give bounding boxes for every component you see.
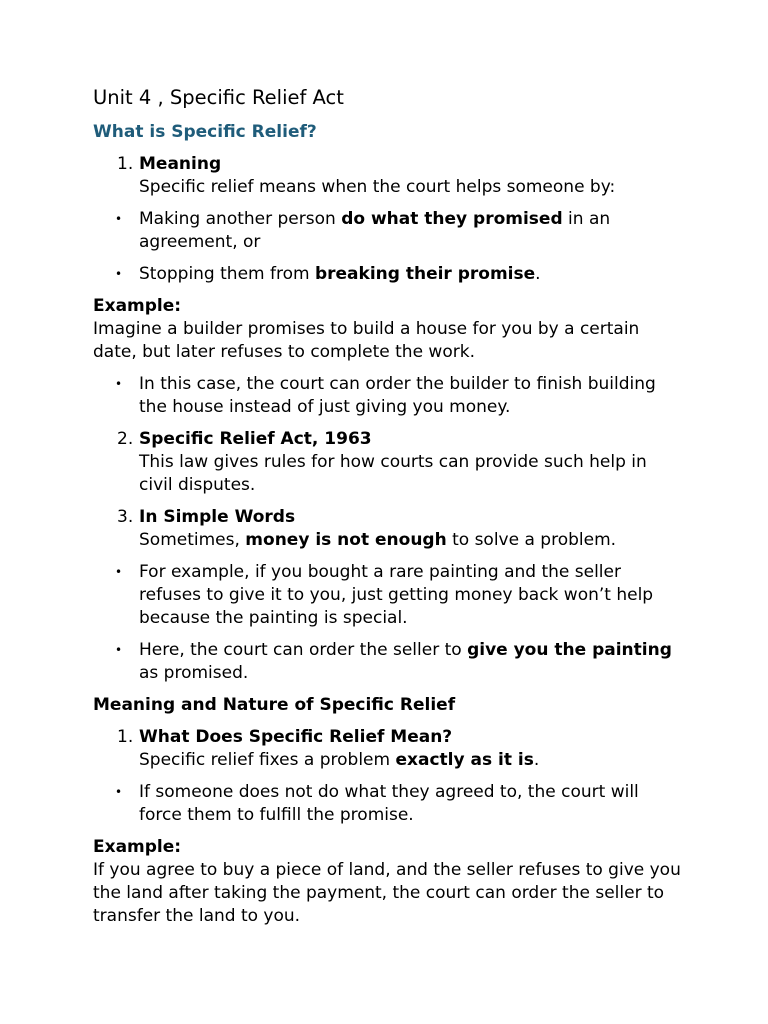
section-heading-what-is-specific-relief: What is Specific Relief?: [93, 122, 317, 142]
example-block: [93, 836, 683, 928]
bullet-text: For example, if you bought a rare painting and the seller refuses to give it to you, just getting money back won’t help because the painting is special.: [139, 562, 654, 628]
item-title: Specific Relief Act, 1963: [139, 429, 372, 449]
bullet-item: [93, 781, 683, 827]
section-heading-meaning-and-nature: Meaning and Nature of Specific Relief: [93, 695, 456, 715]
bullet-item: [93, 208, 683, 254]
item-title: Meaning: [139, 154, 222, 174]
item-number: 1.: [117, 727, 134, 747]
bullet-icon: •: [115, 267, 123, 281]
item-number: 2.: [117, 429, 134, 449]
bullet-text-end: .: [535, 264, 541, 284]
numbered-item-meaning: [93, 153, 683, 199]
item-number: 1.: [117, 154, 134, 174]
bullet-bold-text: give you the painting: [467, 640, 672, 660]
item-number: 3.: [117, 507, 134, 527]
example-label: Example:: [93, 296, 182, 316]
item-text: This law gives rules for how courts can provide such help in civil disputes.: [139, 452, 647, 495]
bullet-text-end: as promised.: [139, 663, 249, 683]
item-text: Specific relief means when the court helps someone by:: [139, 177, 616, 197]
bullet-item: [93, 639, 683, 685]
item-text-start: Specific relief fixes a problem: [139, 750, 396, 770]
item-title: What Does Specific Relief Mean?: [139, 727, 453, 747]
numbered-item-in-simple-words: [93, 506, 683, 552]
document-body: [93, 85, 683, 937]
example-text: If you agree to buy a piece of land, and the seller refuses to give you the land after taking the payment, the court can order the seller to transfer the land to you.: [93, 860, 681, 926]
bullet-icon: •: [115, 212, 123, 226]
document-title: Unit 4 , Specific Relief Act: [93, 86, 344, 109]
bullet-item: [93, 373, 683, 419]
bullet-item: [93, 263, 683, 286]
item-text: [139, 529, 683, 552]
bullet-text: Making another person: [139, 209, 342, 229]
bullet-icon: •: [115, 643, 123, 657]
bullet-bold-text: breaking their promise: [314, 264, 536, 284]
bullet-bold-text: do what they promised: [341, 209, 563, 229]
example-label: Example:: [93, 837, 182, 857]
item-text: [139, 749, 683, 772]
bullet-icon: •: [115, 377, 123, 391]
bullet-text: In this case, the court can order the builder to finish building the house instead of just giving you money.: [139, 374, 656, 417]
example-block: [93, 295, 683, 364]
item-bold-text: exactly as it is: [395, 750, 534, 770]
item-text-end: .: [533, 750, 540, 770]
numbered-item-what-does-specific-relief-mean: [93, 726, 683, 772]
bullet-text-end: in an agreement, or: [139, 209, 611, 252]
item-bold-text: money is not enough: [245, 530, 447, 550]
item-text-end: to solve a problem.: [446, 530, 617, 550]
bullet-icon: •: [115, 565, 123, 579]
item-title: In Simple Words: [139, 507, 296, 527]
numbered-item-specific-relief-act: [93, 428, 683, 497]
bullet-text: Here, the court can order the seller to: [139, 640, 468, 660]
bullet-text: If someone does not do what they agreed to, the court will force them to fulfill the promise.: [139, 782, 639, 825]
bullet-item: [93, 561, 683, 630]
bullet-text: Stopping them from: [139, 264, 315, 284]
item-text-start: Sometimes,: [139, 530, 246, 550]
bullet-icon: •: [115, 785, 123, 799]
example-text: Imagine a builder promises to build a house for you by a certain date, but later refuses to complete the work.: [93, 319, 640, 362]
